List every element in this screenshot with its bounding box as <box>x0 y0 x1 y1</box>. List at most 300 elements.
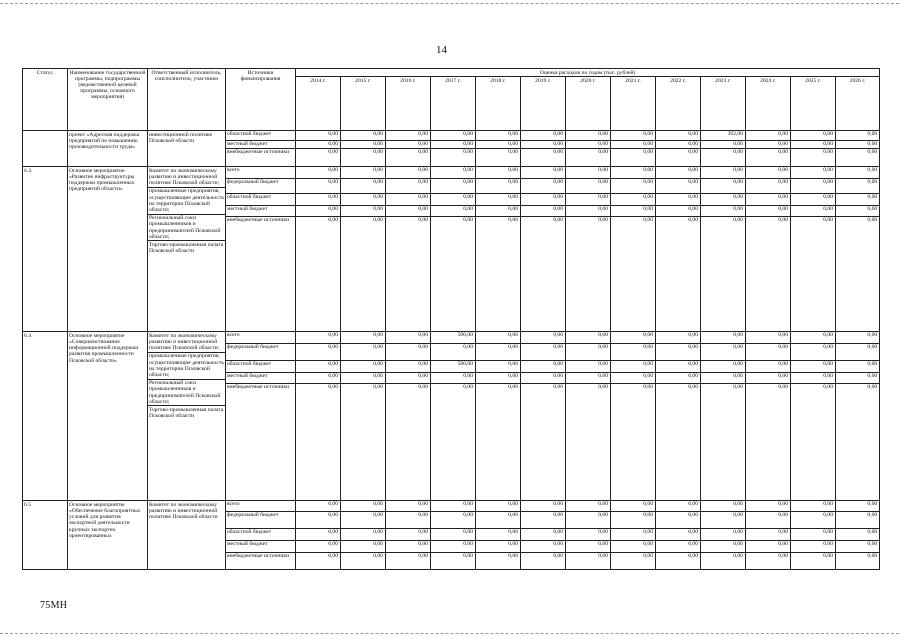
expense-value: 0,00 <box>791 131 835 141</box>
year-values-cell <box>341 167 386 332</box>
year-values-cell <box>566 131 611 167</box>
source-label: областной бюджет <box>226 194 295 206</box>
expense-value: 0,00 <box>611 529 655 541</box>
expense-value: 0,00 <box>598 553 608 560</box>
year-values-cell <box>431 167 476 332</box>
expense-value: 0,00 <box>791 206 835 217</box>
expense-value: 0,00 <box>418 553 428 560</box>
expense-value: 500,00 <box>431 332 475 344</box>
row-status: 6.5 <box>23 501 68 570</box>
scan-edge-bottom <box>0 633 899 634</box>
year-values-cell <box>431 501 476 570</box>
footer-code: 75МН <box>40 600 68 611</box>
expense-value: 0,00 <box>431 541 475 553</box>
expense-value: 0,00 <box>836 512 879 529</box>
expense-value: 0,00 <box>701 501 745 512</box>
executor-entry: Торгово-промышленная палата Псковской области <box>149 241 224 255</box>
expense-value: 0,00 <box>521 529 565 541</box>
year-values-cell <box>611 332 656 501</box>
expense-value: 0,00 <box>296 529 340 541</box>
expense-value: 0,00 <box>521 332 565 344</box>
expense-value: 0,00 <box>566 361 610 373</box>
expense-value: 0,00 <box>386 167 430 179</box>
expense-value: 0,00 <box>598 149 608 156</box>
expense-value: 0,00 <box>296 373 340 384</box>
expense-value: 0,00 <box>791 179 835 194</box>
expense-value: 0,00 <box>328 553 338 560</box>
expense-value: 0,00 <box>733 384 743 391</box>
table-body <box>23 131 880 570</box>
year-values-cell <box>791 131 836 167</box>
row-name: Основное мероприятие «Развитие инфраструктуры поддержки промышленных предприятий области» <box>68 167 148 332</box>
expense-value: 0,00 <box>656 541 700 553</box>
expense-value: 0,00 <box>328 384 338 391</box>
expense-value: 0,00 <box>521 541 565 553</box>
source-label: всего <box>226 501 295 512</box>
row-sources <box>226 332 296 501</box>
expense-value: 0,00 <box>598 217 608 224</box>
expense-value: 0,00 <box>778 149 788 156</box>
executor-entry: промышленные предприятия, осуществляющие деятельность на территории Псковской области; <box>149 188 224 213</box>
year-values-cell <box>521 167 566 332</box>
expense-value: 0,00 <box>431 512 475 529</box>
expense-value: 0,00 <box>701 179 745 194</box>
expense-value: 0,00 <box>521 373 565 384</box>
year-values-cell <box>656 332 701 501</box>
expense-value: 0,00 <box>476 512 520 529</box>
expense-value: 0,00 <box>476 332 520 344</box>
expense-value: 0,00 <box>521 512 565 529</box>
expense-value: 0,00 <box>701 512 745 529</box>
expense-value: 0,00 <box>746 179 790 194</box>
expense-value: 0,00 <box>373 384 383 391</box>
expense-value: 0,00 <box>296 167 340 179</box>
expense-value: 0,00 <box>521 206 565 217</box>
year-values-cell <box>296 131 341 167</box>
expense-value: 0,00 <box>566 373 610 384</box>
expense-value: 0,00 <box>341 373 385 384</box>
expense-value: 0,00 <box>867 217 878 224</box>
expense-value: 0,00 <box>341 131 385 141</box>
expense-value: 0,00 <box>791 501 835 512</box>
expense-value: 0,00 <box>296 206 340 217</box>
expense-value: 0,00 <box>746 194 790 206</box>
expense-value: 0,00 <box>656 529 700 541</box>
expense-value: 0,00 <box>341 332 385 344</box>
expense-value: 0,00 <box>656 141 700 149</box>
header-expenses-group: Оценка расходов по годам (тыс. рублей) <box>296 69 880 77</box>
source-label: федеральный бюджет <box>226 344 295 361</box>
source-label: областной бюджет <box>226 361 295 373</box>
expense-value: 0,00 <box>431 141 475 149</box>
expense-value: 0,00 <box>341 512 385 529</box>
executor-entry: Комитет по экономическому развитию и инвестиционной политике Псковской области <box>149 501 218 521</box>
row-name: Основное мероприятие «Обеспечение благоприятных условий для развития экспортной деятельности крупных экспортно ориентированных <box>68 501 148 570</box>
year-values-cell <box>476 332 521 501</box>
expense-value: 0,00 <box>431 529 475 541</box>
expense-value: 0,00 <box>566 512 610 529</box>
expense-value: 0,00 <box>386 361 430 373</box>
year-values-cell <box>341 501 386 570</box>
expense-value: 0,00 <box>508 217 518 224</box>
year-values-cell <box>791 167 836 332</box>
source-label: внебюджетные источники <box>227 553 290 560</box>
expense-value: 0,00 <box>476 167 520 179</box>
year-values-cell <box>341 131 386 167</box>
expense-value: 0,00 <box>701 194 745 206</box>
year-values-cell <box>611 167 656 332</box>
expense-value: 0,00 <box>463 384 473 391</box>
expense-value: 0,00 <box>701 206 745 217</box>
year-values-cell <box>386 131 431 167</box>
expense-value: 0,00 <box>508 384 518 391</box>
year-values-cell <box>701 332 746 501</box>
expense-value: 0,00 <box>566 501 610 512</box>
expense-value: 0,00 <box>386 529 430 541</box>
expense-value: 0,00 <box>521 194 565 206</box>
expense-value: 0,00 <box>296 131 340 141</box>
expense-value: 0,00 <box>791 167 835 179</box>
expense-value: 0,00 <box>611 512 655 529</box>
expense-value: 0,00 <box>566 529 610 541</box>
expense-value: 0,00 <box>701 167 745 179</box>
budget-table <box>22 68 880 570</box>
expense-value: 0,00 <box>701 332 745 344</box>
expense-value: 0,00 <box>341 541 385 553</box>
year-values-cell <box>746 167 791 332</box>
year-values-cell <box>701 501 746 570</box>
expense-value: 0,00 <box>688 384 698 391</box>
year-values-cell <box>476 501 521 570</box>
executor-entry: промышленные предприятия, осуществляющие деятельность на территории Псковской области; <box>149 353 224 378</box>
expense-value: 0,00 <box>521 501 565 512</box>
year-values-cell <box>701 167 746 332</box>
expense-value: 0,00 <box>341 141 385 149</box>
header-year: 2026 г. <box>836 77 880 131</box>
expense-value: 0,00 <box>656 361 700 373</box>
year-values-cell <box>386 501 431 570</box>
year-values-cell <box>521 131 566 167</box>
expense-value: 0,00 <box>476 541 520 553</box>
expense-value: 0,00 <box>867 149 878 156</box>
expense-value: 0,00 <box>521 361 565 373</box>
expense-value: 0,00 <box>431 131 475 141</box>
expense-value: 0,00 <box>341 344 385 361</box>
expense-value: 0,00 <box>836 141 879 149</box>
expense-value: 0,00 <box>791 541 835 553</box>
page-number: 14 <box>436 44 447 56</box>
expense-value: 0,00 <box>823 553 833 560</box>
header-year: 2023 г. <box>701 77 746 131</box>
row-executors <box>148 167 226 332</box>
expense-value: 0,00 <box>373 553 383 560</box>
expense-value: 0,00 <box>463 149 473 156</box>
expense-value: 0,00 <box>836 167 879 179</box>
header-year: 2021 г. <box>611 77 656 131</box>
expense-value: 0,00 <box>431 179 475 194</box>
year-values-cell <box>521 501 566 570</box>
expense-value: 0,00 <box>656 167 700 179</box>
expense-value: 0,00 <box>656 344 700 361</box>
expense-value: 0,00 <box>823 384 833 391</box>
expense-value: 0,00 <box>553 149 563 156</box>
expense-value: 0,00 <box>296 512 340 529</box>
expense-value: 0,00 <box>746 541 790 553</box>
expense-value: 0,00 <box>611 141 655 149</box>
year-values-cell <box>746 501 791 570</box>
expense-value: 0,00 <box>431 373 475 384</box>
expense-value: 0,00 <box>867 553 878 560</box>
expense-value: 0,00 <box>476 206 520 217</box>
year-values-cell <box>836 501 880 570</box>
row-name: Основное мероприятие «Совершенствование информационной поддержки развития промышленности Псковской области» <box>68 332 148 501</box>
expense-value: 0,00 <box>566 167 610 179</box>
expense-value: 0,00 <box>476 131 520 141</box>
header-row-top <box>23 69 880 77</box>
expense-value: 0,00 <box>746 512 790 529</box>
expense-value: 0,00 <box>733 553 743 560</box>
expense-value: 0,00 <box>476 141 520 149</box>
expense-value: 0,00 <box>656 512 700 529</box>
executor-entry: инвестиционной политике Псковской области <box>149 131 213 144</box>
header-year: 2015 г. <box>341 77 386 131</box>
row-sources <box>226 131 296 167</box>
expense-value: 0,00 <box>836 179 879 194</box>
row-status <box>23 131 68 167</box>
expense-value: 0,00 <box>746 131 790 141</box>
expense-value: 0,00 <box>341 361 385 373</box>
year-values-cell <box>791 501 836 570</box>
year-values-cell <box>566 167 611 332</box>
expense-value: 0,00 <box>521 344 565 361</box>
expense-value: 0,00 <box>296 179 340 194</box>
source-label: местный бюджет <box>226 541 295 553</box>
expense-value: 0,00 <box>566 332 610 344</box>
year-values-cell <box>656 131 701 167</box>
expense-value: 0,00 <box>553 217 563 224</box>
expense-value: 0,00 <box>386 332 430 344</box>
expense-value: 0,00 <box>431 206 475 217</box>
expense-value: 0,00 <box>296 361 340 373</box>
expense-value: 0,00 <box>643 217 653 224</box>
expense-value: 0,00 <box>386 373 430 384</box>
header-source: Источники финансирования <box>226 69 296 131</box>
expense-value: 0,00 <box>476 361 520 373</box>
expense-value: 0,00 <box>688 217 698 224</box>
expense-value: 0,00 <box>778 217 788 224</box>
year-values-cell <box>746 131 791 167</box>
expense-value: 0,00 <box>746 141 790 149</box>
expense-value: 0,00 <box>836 361 879 373</box>
row-executors <box>148 332 226 501</box>
expense-value: 0,00 <box>553 553 563 560</box>
year-values-cell <box>836 131 880 167</box>
expense-value: 0,00 <box>508 149 518 156</box>
expense-value: 0,00 <box>521 179 565 194</box>
header-year: 2017 г. <box>431 77 476 131</box>
source-label: всего <box>226 167 295 179</box>
expense-value: 0,00 <box>746 529 790 541</box>
expense-value: 0,00 <box>521 167 565 179</box>
header-executor: Ответственный исполнитель, соисполнители, участники <box>148 69 226 131</box>
expense-value: 0,00 <box>643 384 653 391</box>
expense-value: 0,00 <box>836 332 879 344</box>
expense-value: 0,00 <box>386 541 430 553</box>
source-label: внебюджетные источники <box>227 217 290 224</box>
expense-value: 0,00 <box>386 131 430 141</box>
expense-value: 0,00 <box>296 541 340 553</box>
row-executors <box>148 501 226 570</box>
expense-value: 0,00 <box>701 373 745 384</box>
expense-value: 0,00 <box>418 149 428 156</box>
expense-value: 0,00 <box>791 194 835 206</box>
year-values-cell <box>296 167 341 332</box>
expense-value: 0,00 <box>296 501 340 512</box>
expense-value: 0,00 <box>566 141 610 149</box>
expense-value: 0,00 <box>611 332 655 344</box>
expense-value: 0,00 <box>386 194 430 206</box>
expense-value: 500,00 <box>431 361 475 373</box>
row-name: проект «Адресная поддержка предприятий по повышению производительности труда» <box>68 131 148 167</box>
header-year: 2022 г. <box>656 77 701 131</box>
expense-value: 0,00 <box>778 553 788 560</box>
expense-value: 0,00 <box>746 344 790 361</box>
expense-value: 0,00 <box>431 167 475 179</box>
table-row <box>23 131 880 167</box>
expense-value: 0,00 <box>701 141 745 149</box>
year-values-cell <box>836 167 880 332</box>
source-label: федеральный бюджет <box>226 179 295 194</box>
expense-value: 0,00 <box>341 179 385 194</box>
expense-value: 0,00 <box>746 501 790 512</box>
expense-value: 0,00 <box>611 373 655 384</box>
expense-value: 0,00 <box>341 206 385 217</box>
expense-value: 0,00 <box>611 131 655 141</box>
year-values-cell <box>431 131 476 167</box>
executor-entry: Региональный союз промышленников и предпринимателей Псковской области; <box>148 380 225 407</box>
source-label: местный бюджет <box>226 373 295 384</box>
expense-value: 0,00 <box>476 194 520 206</box>
header-year: 2020 г. <box>566 77 611 131</box>
header-year: 2019 г. <box>521 77 566 131</box>
expense-value: 0,00 <box>746 206 790 217</box>
expense-value: 0,00 <box>386 501 430 512</box>
expense-value: 0,00 <box>386 344 430 361</box>
expense-value: 0,00 <box>341 529 385 541</box>
expense-value: 0,00 <box>611 344 655 361</box>
expense-value: 0,00 <box>296 194 340 206</box>
expense-value: 0,00 <box>476 179 520 194</box>
expense-value: 0,00 <box>823 149 833 156</box>
header-year: 2016 г. <box>386 77 431 131</box>
table-row <box>23 332 880 501</box>
expense-value: 0,00 <box>341 167 385 179</box>
row-executors <box>148 131 226 167</box>
expense-value: 0,00 <box>791 361 835 373</box>
expense-value: 0,00 <box>746 361 790 373</box>
year-values-cell <box>476 131 521 167</box>
expense-value: 0,00 <box>418 217 428 224</box>
expense-value: 0,00 <box>566 206 610 217</box>
expense-value: 0,00 <box>656 179 700 194</box>
year-values-cell <box>476 167 521 332</box>
expense-value: 0,00 <box>791 512 835 529</box>
expense-value: 0,00 <box>553 384 563 391</box>
expense-value: 0,00 <box>688 149 698 156</box>
year-values-cell <box>566 501 611 570</box>
expense-value: 0,00 <box>791 529 835 541</box>
scan-edge-top <box>0 3 899 4</box>
expense-value: 0,00 <box>836 373 879 384</box>
expense-value: 0,00 <box>386 206 430 217</box>
source-label: внебюджетные источники <box>227 149 290 156</box>
expense-value: 0,00 <box>656 194 700 206</box>
expense-value: 0,00 <box>836 344 879 361</box>
header-year: 2024 г. <box>746 77 791 131</box>
expense-value: 0,00 <box>521 131 565 141</box>
expense-value: 0,00 <box>791 141 835 149</box>
expense-value: 0,00 <box>341 501 385 512</box>
expense-value: 0,00 <box>643 553 653 560</box>
expense-value: 0,00 <box>476 529 520 541</box>
expense-value: 0,00 <box>611 501 655 512</box>
row-sources <box>226 501 296 570</box>
table-row <box>23 167 880 332</box>
expense-value: 0,00 <box>823 217 833 224</box>
expense-value: 0,00 <box>836 529 879 541</box>
expense-value: 0,00 <box>733 217 743 224</box>
expense-value: 0,00 <box>508 553 518 560</box>
header-name: Наименование государственной программы, подпрограммы (ведомственной целевой программы, основного мероприятия) <box>68 69 148 131</box>
expense-value: 0,00 <box>373 149 383 156</box>
expense-value: 0,00 <box>791 373 835 384</box>
expense-value: 0,00 <box>791 344 835 361</box>
expense-value: 0,00 <box>778 384 788 391</box>
year-values-cell <box>296 332 341 501</box>
source-label: всего <box>226 332 295 344</box>
expense-value: 0,00 <box>431 344 475 361</box>
expense-value: 0,00 <box>867 384 878 391</box>
expense-value: 0,00 <box>386 179 430 194</box>
expense-value: 0,00 <box>701 361 745 373</box>
source-label: местный бюджет <box>226 206 295 217</box>
year-values-cell <box>836 332 880 501</box>
year-values-cell <box>341 332 386 501</box>
expense-value: 0,00 <box>431 501 475 512</box>
expense-value: 0,00 <box>476 344 520 361</box>
expense-value: 0,00 <box>688 553 698 560</box>
header-year: 2014 г. <box>296 77 341 131</box>
source-label: федеральный бюджет <box>226 512 295 529</box>
expense-value: 0,00 <box>836 541 879 553</box>
expense-value: 0,00 <box>611 361 655 373</box>
header-year: 2018 г. <box>476 77 521 131</box>
expense-value: 0,00 <box>296 344 340 361</box>
year-values-cell <box>746 332 791 501</box>
expense-value: 0,00 <box>463 217 473 224</box>
expense-value: 0,00 <box>746 332 790 344</box>
year-values-cell <box>431 332 476 501</box>
year-values-cell <box>386 167 431 332</box>
expense-value: 0,00 <box>836 501 879 512</box>
row-status: 6.4 <box>23 332 68 501</box>
expense-value: 0,00 <box>341 194 385 206</box>
row-status: 6.3. <box>23 167 68 332</box>
expense-value: 0,00 <box>746 373 790 384</box>
expense-value: 0,00 <box>296 141 340 149</box>
expense-value: 0,00 <box>656 206 700 217</box>
header-status: Статус <box>23 69 68 131</box>
